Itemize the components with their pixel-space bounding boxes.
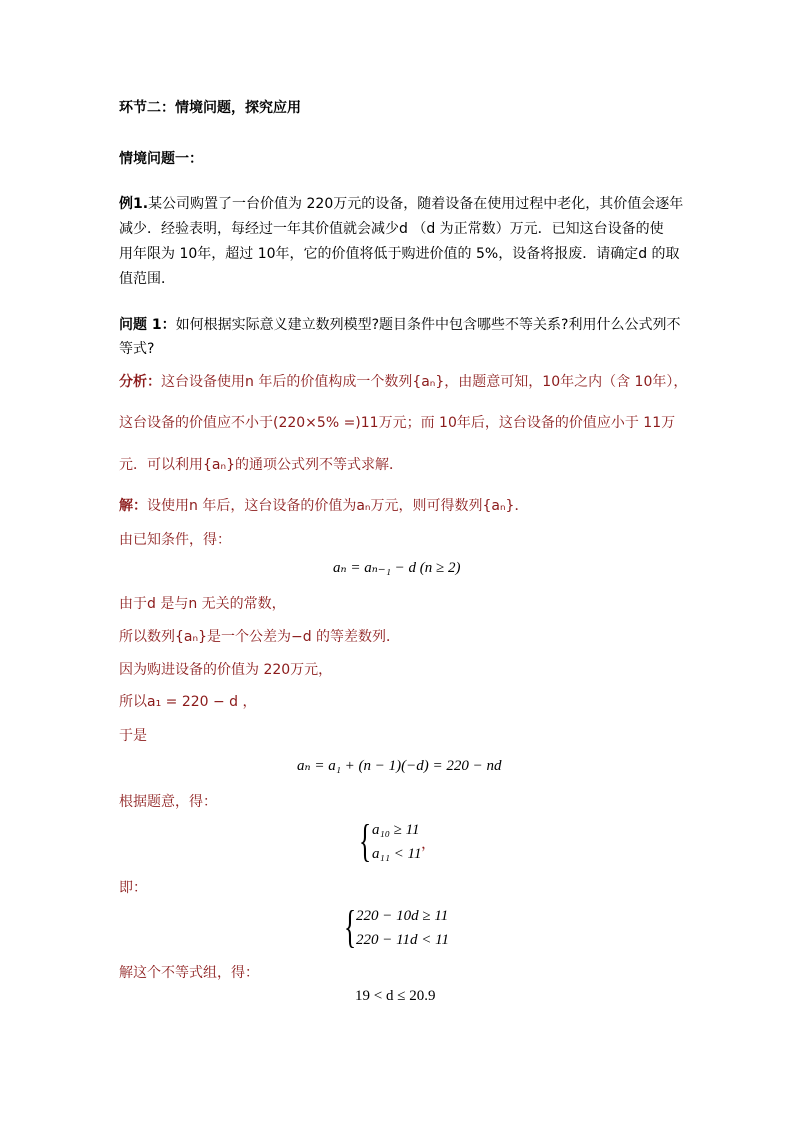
solution-line-10: 解这个不等式组，得：: [119, 965, 259, 981]
solution-line-6: 所以a₁ = 220 − d ，: [119, 694, 257, 710]
solution-line-1: 设使用n 年后，这台设备的价值为aₙ万元，则可得数列{aₙ}．: [147, 498, 529, 514]
solution-line-5: 因为购进设备的价值为 220万元，: [119, 662, 333, 678]
solution-line-7: 于是: [119, 728, 147, 744]
system-2-row: 220 − 11d < 11: [356, 932, 450, 948]
analysis-line-2: 这台设备的价值应不小于(220×5% =)11万元；而 10年后，这台设备的价值应小于 11万: [119, 415, 676, 431]
scenario-title: 情境问题一：: [119, 151, 203, 167]
solution-line-8: 根据题意，得：: [119, 794, 217, 810]
equation-general-term: aₙ = a₁ + (n − 1)(−d) = 220 − nd: [297, 758, 502, 774]
example-line-4: 值范围．: [119, 271, 175, 287]
system-1-brace: {: [359, 815, 372, 866]
final-result: 19 < d ≤ 20.9: [355, 988, 436, 1004]
example-line-3: 用年限为 10年，超过 10年，它的价值将低于购进价值的 5%，设备将报废．请确定d 的取: [119, 246, 680, 262]
system-1-row: a₁₀ ≥ 11: [372, 822, 420, 838]
equation-recurrence: aₙ = aₙ₋₁ − d (n ≥ 2): [333, 560, 461, 576]
system-2-row: 220 − 10d ≥ 11: [356, 908, 449, 924]
solution-line-3: 由于d 是与n 无关的常数，: [119, 596, 286, 612]
question-1-line-1: 如何根据实际意义建立数列模型?题目条件中包含哪些不等关系?利用什么公式列不: [175, 317, 681, 333]
question-1-label: 问题 1：: [119, 317, 176, 333]
solution-label: 解：: [119, 498, 147, 514]
system-1-row: a₁₁ < 11: [372, 846, 422, 862]
section-title: 环节二：情境问题，探究应用: [119, 100, 301, 116]
analysis-line-3: 元．可以利用{aₙ}的通项公式列不等式求解．: [119, 457, 403, 473]
solution-line-4: 所以数列{aₙ}是一个公差为−d 的等差数列．: [119, 629, 401, 645]
inequality-system-1: [372, 818, 421, 866]
system-1-suffix: ，: [421, 836, 437, 852]
example-label: 例1.: [119, 196, 149, 212]
solution-line-9: 即：: [119, 880, 147, 896]
analysis-line-1: 这台设备使用n 年后的价值构成一个数列{aₙ}，由题意可知，10年之内（含 10年），: [161, 374, 688, 390]
inequality-system-2: [356, 904, 449, 952]
solution-line-2: 由已知条件，得：: [119, 532, 231, 548]
example-line-1: 某公司购置了一台价值为 220万元的设备，随着设备在使用过程中老化，其价值会逐年: [148, 196, 684, 212]
system-2-brace: {: [344, 901, 357, 952]
question-1-line-2: 等式?: [119, 341, 155, 357]
analysis-label: 分析：: [119, 374, 161, 390]
example-line-2: 减少．经验表明，每经过一年其价值就会减少d （d 为正常数）万元．已知这台设备的使: [119, 221, 664, 237]
